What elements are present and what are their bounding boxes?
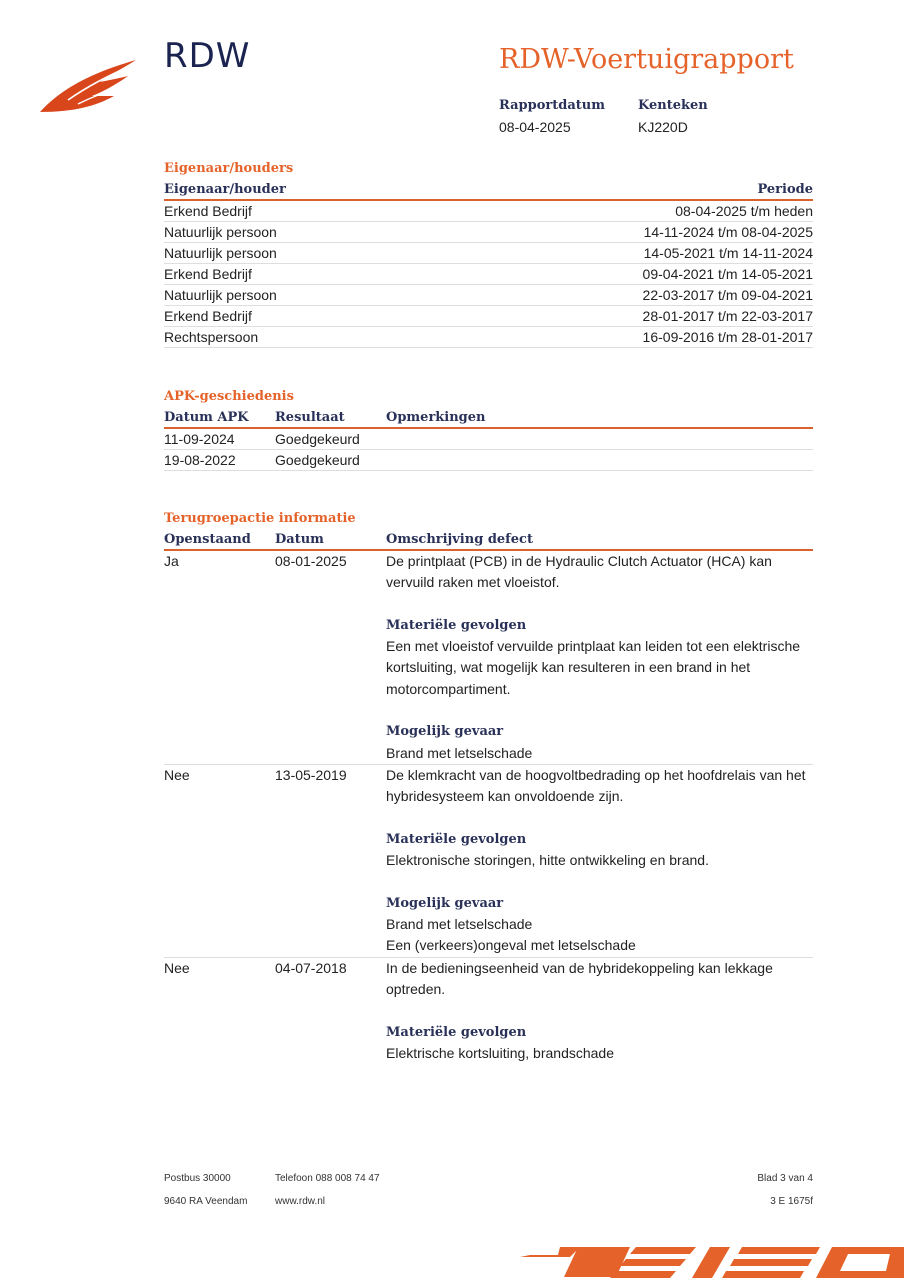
apk-table-header bbox=[164, 408, 813, 429]
table-row bbox=[164, 264, 813, 285]
materiele-heading: Materiële gevolgen bbox=[386, 1024, 527, 1040]
gevaar-text: Brand met letselschade bbox=[386, 916, 533, 933]
table-row bbox=[164, 765, 813, 958]
apk-date-cell: 19-08-2022 bbox=[164, 452, 236, 468]
recall-desc-cell bbox=[386, 765, 813, 957]
defect-text: hybridesysteem kan onvoldoende zijn. bbox=[386, 788, 624, 805]
rdw-logo-icon bbox=[38, 54, 138, 116]
table-row bbox=[164, 327, 813, 348]
table-row bbox=[164, 429, 813, 450]
apk-result-cell: Goedgekeurd bbox=[275, 431, 360, 447]
period-cell: 09-04-2021 t/m 14-05-2021 bbox=[642, 266, 813, 282]
materiele-text: motorcompartiment. bbox=[386, 680, 511, 697]
recall-table-header bbox=[164, 530, 813, 551]
gevaar-text: Een (verkeers)ongeval met letselschade bbox=[386, 937, 636, 954]
apk-col-date: Datum APK bbox=[164, 410, 249, 425]
owner-cell: Rechtspersoon bbox=[164, 329, 259, 345]
owners-section bbox=[164, 160, 813, 348]
owners-col-owner: Eigenaar/houder bbox=[164, 182, 286, 197]
kenteken-value: KJ220D bbox=[638, 119, 688, 135]
footer-page-number: Blad 3 van 4 bbox=[757, 1173, 813, 1184]
period-cell: 22-03-2017 t/m 09-04-2021 bbox=[642, 287, 813, 303]
defect-text: De klemkracht van de hoogvoltbedrading op het hoofdrelais van het bbox=[386, 766, 806, 783]
apk-remarks-cell bbox=[386, 429, 813, 449]
recall-desc-cell bbox=[386, 958, 813, 1064]
defect-text: In de bedieningseenheid van de hybridekoppeling kan lekkage bbox=[386, 959, 773, 976]
materiele-heading: Materiële gevolgen bbox=[386, 617, 527, 633]
table-row bbox=[164, 306, 813, 327]
owner-cell: Erkend Bedrijf bbox=[164, 266, 252, 282]
owner-cell: Natuurlijk persoon bbox=[164, 287, 277, 303]
owner-cell: Natuurlijk persoon bbox=[164, 224, 277, 240]
table-row bbox=[164, 222, 813, 243]
apk-result-cell: Goedgekeurd bbox=[275, 452, 360, 468]
recall-date-cell: 08-01-2025 bbox=[275, 553, 347, 569]
table-row bbox=[164, 201, 813, 222]
recall-col-date: Datum bbox=[275, 532, 324, 547]
materiele-heading: Materiële gevolgen bbox=[386, 831, 527, 847]
footer-stripes-icon bbox=[520, 1244, 904, 1280]
apk-col-remarks: Opmerkingen bbox=[386, 410, 486, 425]
owners-title: Eigenaar/houders bbox=[164, 161, 294, 176]
footer-phone: Telefoon 088 008 74 47 bbox=[275, 1173, 380, 1184]
apk-section bbox=[164, 388, 813, 471]
apk-col-result: Resultaat bbox=[275, 410, 345, 425]
period-cell: 14-05-2021 t/m 14-11-2024 bbox=[643, 245, 813, 261]
footer-code: 3 E 1675f bbox=[770, 1196, 813, 1207]
apk-date-cell: 11-09-2024 bbox=[164, 431, 235, 447]
logo-text: RDW bbox=[164, 36, 251, 76]
recall-open-cell: Nee bbox=[164, 766, 190, 783]
table-row bbox=[164, 285, 813, 306]
owners-col-period: Periode bbox=[757, 182, 813, 197]
rapportdatum-label: Rapportdatum bbox=[499, 98, 605, 113]
recall-date-cell: 04-07-2018 bbox=[275, 959, 347, 976]
owner-cell: Erkend Bedrijf bbox=[164, 308, 252, 324]
period-cell: 16-09-2016 t/m 28-01-2017 bbox=[642, 329, 813, 345]
owner-cell: Erkend Bedrijf bbox=[164, 203, 252, 219]
rapportdatum-value: 08-04-2025 bbox=[499, 119, 571, 135]
recall-desc-cell bbox=[386, 551, 813, 764]
table-row bbox=[164, 958, 813, 1064]
recall-date-cell: 13-05-2019 bbox=[275, 766, 347, 783]
period-cell: 14-11-2024 t/m 08-04-2025 bbox=[643, 224, 813, 240]
recall-open-cell: Ja bbox=[164, 553, 179, 569]
footer-address: 9640 RA Veendam bbox=[164, 1196, 248, 1207]
recall-col-open: Openstaand bbox=[164, 532, 251, 547]
footer-website[interactable]: www.rdw.nl bbox=[275, 1196, 326, 1207]
kenteken-label: Kenteken bbox=[638, 98, 708, 113]
report-title: RDW-Voertuigrapport bbox=[499, 44, 794, 75]
owner-cell: Natuurlijk persoon bbox=[164, 245, 277, 261]
defect-text: optreden. bbox=[386, 980, 446, 997]
materiele-text: kortsluiting, wat mogelijk kan resulteren in een brand in het bbox=[386, 659, 751, 676]
recall-open-cell: Nee bbox=[164, 959, 190, 976]
owners-table-header bbox=[164, 180, 813, 201]
defect-text: De printplaat (PCB) in de Hydraulic Clutch Actuator (HCA) kan bbox=[386, 553, 772, 569]
apk-title: APK-geschiedenis bbox=[164, 389, 294, 404]
period-cell: 08-04-2025 t/m heden bbox=[675, 203, 813, 219]
table-row bbox=[164, 551, 813, 765]
materiele-text: Elektronische storingen, hitte ontwikkeling en brand. bbox=[386, 852, 709, 869]
gevaar-heading: Mogelijk gevaar bbox=[386, 895, 504, 911]
recall-title: Terugroepactie informatie bbox=[164, 511, 356, 526]
recall-col-desc: Omschrijving defect bbox=[386, 532, 533, 547]
table-row bbox=[164, 450, 813, 471]
materiele-text: Elektrische kortsluiting, brandschade bbox=[386, 1044, 615, 1061]
apk-remarks-cell bbox=[386, 450, 813, 470]
recall-section bbox=[164, 510, 813, 1064]
defect-text: vervuild raken met vloeistof. bbox=[386, 574, 560, 591]
table-row bbox=[164, 243, 813, 264]
footer-postbus: Postbus 30000 bbox=[164, 1173, 231, 1184]
gevaar-heading: Mogelijk gevaar bbox=[386, 724, 504, 740]
gevaar-text: Brand met letselschade bbox=[386, 744, 533, 761]
owners-table-body bbox=[164, 201, 813, 348]
period-cell: 28-01-2017 t/m 22-03-2017 bbox=[642, 308, 813, 324]
materiele-text: Een met vloeistof vervuilde printplaat kan leiden tot een elektrische bbox=[386, 638, 801, 655]
